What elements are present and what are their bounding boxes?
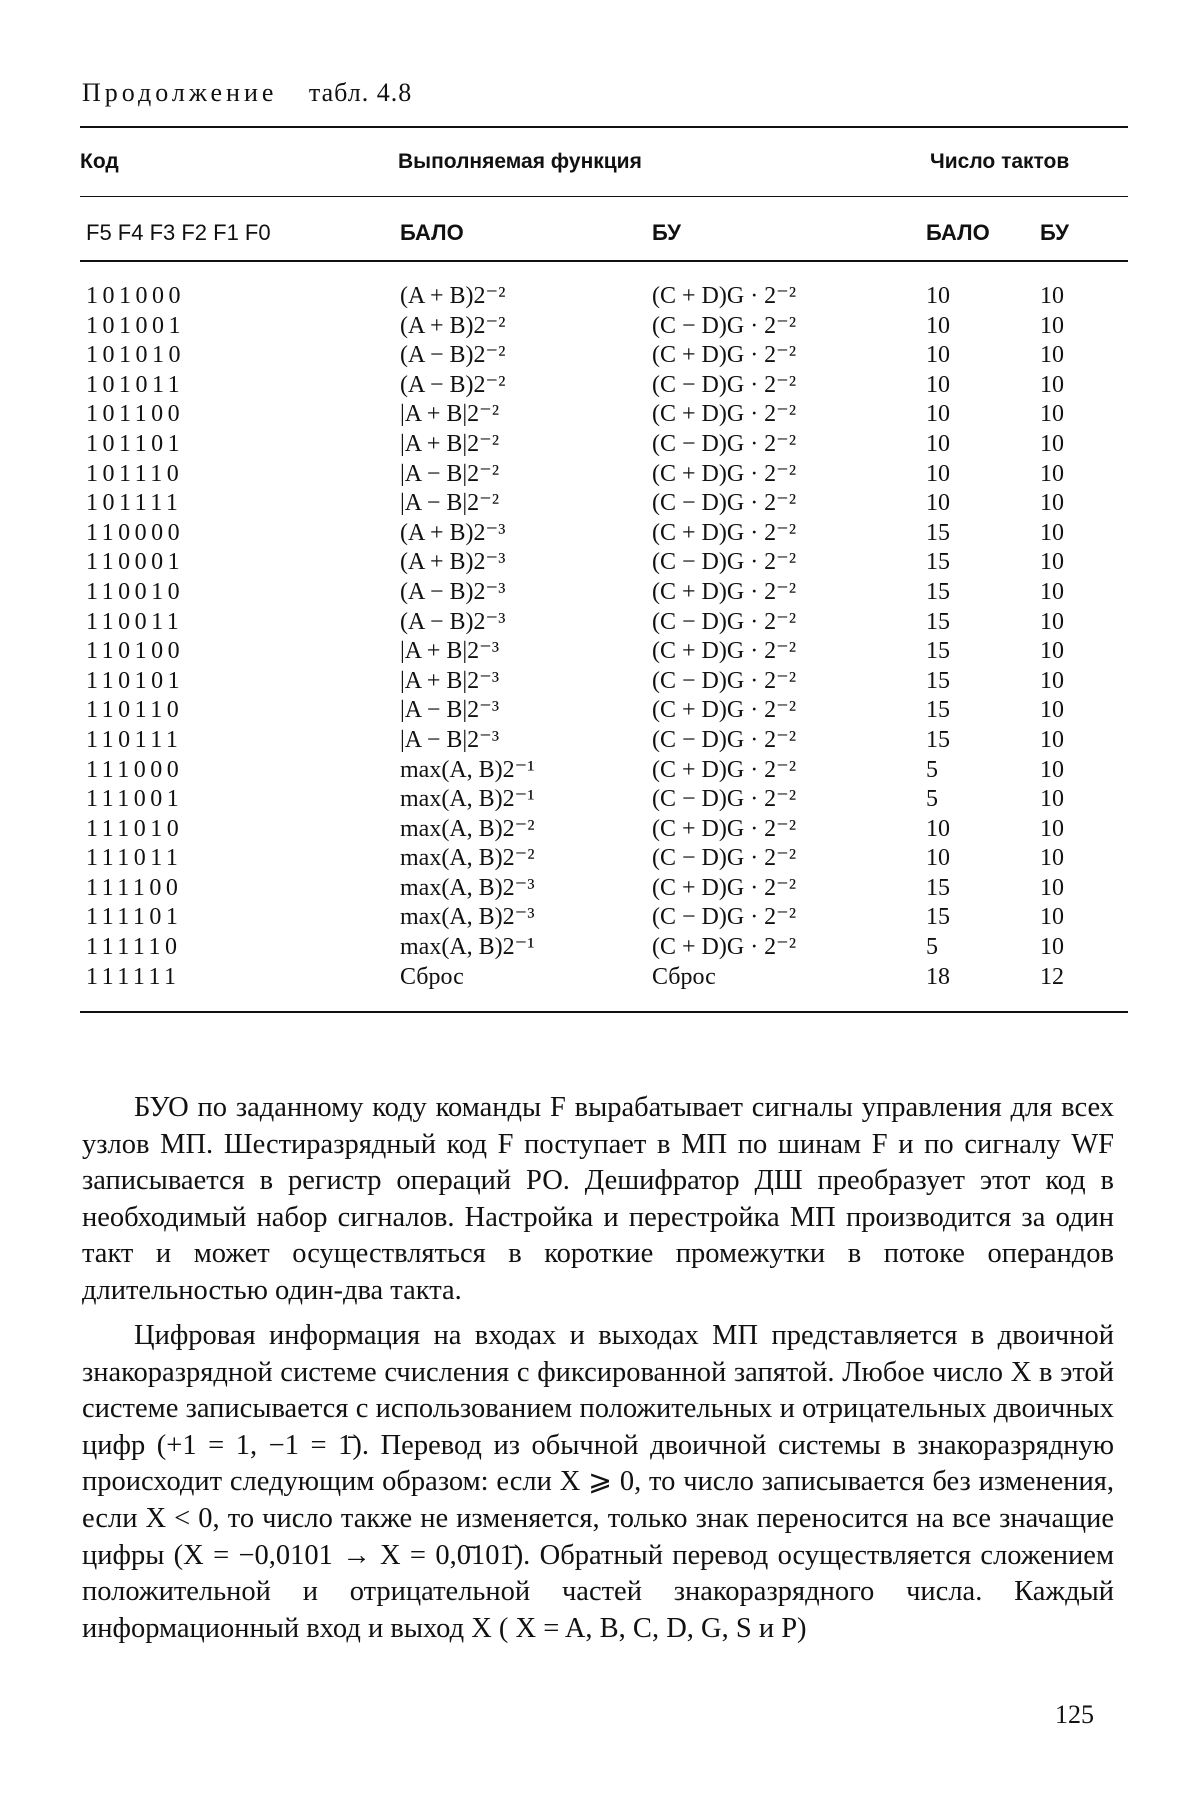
cell-bu-function: (C + D)G · 2⁻²	[652, 283, 797, 309]
cell-cycles-balo: 18	[926, 963, 950, 990]
caption-table-ref: табл. 4.8	[308, 78, 413, 107]
cell-cycles-bu: 10	[1040, 904, 1064, 931]
cell-bu-function: (C + D)G · 2⁻²	[652, 934, 797, 961]
cell-balo-function: |A + B|2⁻²	[400, 401, 500, 428]
cell-code: 111111	[86, 963, 181, 990]
cell-bu-function: (C − D)G · 2⁻²	[652, 904, 797, 931]
body-text	[82, 0, 1114, 1805]
cell-balo-function: Сброс	[400, 963, 464, 990]
cell-code: 110111	[86, 726, 183, 753]
cell-balo-function: |A + B|2⁻³	[400, 667, 500, 694]
cell-balo-function: (A − B)2⁻²	[400, 371, 506, 398]
cell-code: 110101	[86, 667, 185, 694]
cell-balo-function: (A + B)2⁻³	[400, 519, 506, 546]
cell-balo-function: |A − B|2⁻²	[400, 460, 500, 487]
cell-cycles-balo: 10	[926, 845, 950, 872]
cell-cycles-bu: 12	[1040, 963, 1064, 990]
subheader-cycles-bu: БУ	[1040, 220, 1069, 245]
header-code: Код	[80, 150, 119, 173]
cell-cycles-balo: 10	[926, 283, 950, 309]
cell-cycles-balo: 10	[926, 342, 950, 369]
cell-bu-function: (C + D)G · 2⁻²	[652, 460, 797, 487]
cell-cycles-bu: 10	[1040, 401, 1064, 428]
cell-code: 110010	[86, 578, 185, 605]
cell-code: 111101	[86, 904, 183, 931]
cell-cycles-balo: 15	[926, 874, 950, 901]
cell-balo-function: max(A, B)2⁻²	[400, 845, 535, 872]
cell-bu-function: (C + D)G · 2⁻²	[652, 401, 797, 428]
cell-cycles-balo: 15	[926, 519, 950, 546]
cell-cycles-balo: 15	[926, 608, 950, 635]
cell-code: 110011	[86, 608, 184, 635]
cell-cycles-balo: 10	[926, 815, 950, 842]
cell-balo-function: (A − B)2⁻³	[400, 608, 506, 635]
cell-code: 101001	[86, 312, 185, 339]
cell-cycles-bu: 10	[1040, 312, 1064, 339]
cell-bu-function: (C + D)G · 2⁻²	[652, 519, 797, 546]
cell-cycles-bu: 10	[1040, 490, 1064, 517]
cell-bu-function: (C − D)G · 2⁻²	[652, 430, 797, 457]
cell-cycles-bu: 10	[1040, 697, 1064, 724]
cell-code: 111011	[86, 845, 183, 872]
cell-cycles-balo: 15	[926, 726, 950, 753]
cell-code: 110100	[86, 638, 185, 665]
cell-cycles-balo: 10	[926, 312, 950, 339]
cell-bu-function: (C + D)G · 2⁻²	[652, 697, 797, 724]
cell-cycles-bu: 10	[1040, 638, 1064, 665]
cell-cycles-bu: 10	[1040, 519, 1064, 546]
cell-balo-function: |A − B|2⁻³	[400, 726, 500, 753]
cell-bu-function: (C + D)G · 2⁻²	[652, 342, 797, 369]
cell-cycles-bu: 10	[1040, 756, 1064, 783]
cell-balo-function: (A − B)2⁻²	[400, 342, 506, 369]
cell-bu-function: (C − D)G · 2⁻²	[652, 608, 797, 635]
cell-cycles-balo: 10	[926, 490, 950, 517]
cell-bu-function: Сброс	[652, 963, 716, 990]
page-number: 125	[1055, 1700, 1094, 1729]
cell-balo-function: max(A, B)2⁻³	[400, 904, 535, 931]
cell-balo-function: max(A, B)2⁻²	[400, 815, 535, 842]
cell-balo-function: |A + B|2⁻³	[400, 638, 500, 665]
cell-balo-function: max(A, B)2⁻¹	[400, 756, 535, 783]
cell-cycles-balo: 10	[926, 460, 950, 487]
cell-balo-function: (A − B)2⁻³	[400, 578, 506, 605]
cell-cycles-bu: 10	[1040, 608, 1064, 635]
subheader-code-bits: F5 F4 F3 F2 F1 F0	[86, 220, 271, 245]
cell-cycles-bu: 10	[1040, 815, 1064, 842]
cell-cycles-balo: 15	[926, 549, 950, 576]
cell-cycles-balo: 10	[926, 430, 950, 457]
cell-bu-function: (C − D)G · 2⁻²	[652, 549, 797, 576]
cell-cycles-bu: 10	[1040, 874, 1064, 901]
cell-code: 101011	[86, 371, 185, 398]
cell-balo-function: (A + B)2⁻²	[400, 312, 506, 339]
cell-bu-function: (C − D)G · 2⁻²	[652, 726, 797, 753]
cell-cycles-bu: 10	[1040, 845, 1064, 872]
cell-cycles-bu: 10	[1040, 578, 1064, 605]
cell-balo-function: (A + B)2⁻³	[400, 549, 506, 576]
cell-bu-function: (C + D)G · 2⁻²	[652, 578, 797, 605]
cell-balo-function: |A − B|2⁻³	[400, 697, 500, 724]
cell-code: 101110	[86, 460, 184, 487]
cell-cycles-balo: 15	[926, 578, 950, 605]
cell-cycles-bu: 10	[1040, 726, 1064, 753]
cell-cycles-balo: 15	[926, 697, 950, 724]
caption-prefix: Продолжение	[82, 78, 278, 107]
cell-code: 101010	[86, 342, 185, 369]
subheader-cycles-balo: БАЛО	[926, 220, 990, 245]
cell-code: 101111	[86, 490, 183, 517]
cell-code: 101100	[86, 401, 185, 428]
cell-cycles-bu: 10	[1040, 667, 1064, 694]
cell-bu-function: (C − D)G · 2⁻²	[652, 667, 797, 694]
cell-cycles-balo: 5	[926, 934, 938, 961]
cell-code: 111010	[86, 815, 184, 842]
cell-code: 111100	[86, 874, 183, 901]
cell-code: 110000	[86, 519, 185, 546]
cell-cycles-bu: 10	[1040, 460, 1064, 487]
cell-balo-function: max(A, B)2⁻¹	[400, 786, 535, 813]
cell-code: 110001	[86, 549, 185, 576]
cell-balo-function: (A + B)2⁻²	[400, 283, 506, 309]
cell-bu-function: (C + D)G · 2⁻²	[652, 815, 797, 842]
cell-cycles-bu: 10	[1040, 371, 1064, 398]
cell-code: 111000	[86, 756, 184, 783]
cell-code: 111001	[86, 786, 184, 813]
cell-balo-function: |A + B|2⁻²	[400, 430, 500, 457]
cell-cycles-balo: 5	[926, 786, 938, 813]
cell-cycles-bu: 10	[1040, 786, 1064, 813]
cell-balo-function: max(A, B)2⁻¹	[400, 934, 535, 961]
cell-bu-function: (C + D)G · 2⁻²	[652, 638, 797, 665]
paragraph-1: БУО по заданному коду команды F вырабатывает сигналы управления для всех узлов МП. Шестиразрядный код F поступает в МП по шинам F и по сигналу WF записывается в регистр операций РО. Дешифратор ДШ преобразует этот код в необходимый набор сигналов. Настройка и перестройка МП производится за один такт и может осуществляться в короткие промежутки в потоке операндов длительностью один-два такта.	[82, 1092, 1114, 1306]
cell-cycles-balo: 15	[926, 638, 950, 665]
cell-bu-function: (C − D)G · 2⁻²	[652, 371, 797, 398]
cell-cycles-balo: 10	[926, 371, 950, 398]
cell-bu-function: (C − D)G · 2⁻²	[652, 845, 797, 872]
subheader-balo: БАЛО	[400, 220, 464, 245]
cell-cycles-bu: 10	[1040, 430, 1064, 457]
cell-cycles-balo: 5	[926, 756, 938, 783]
cell-cycles-balo: 15	[926, 667, 950, 694]
cell-code: 101000	[86, 283, 185, 309]
cell-code: 110110	[86, 697, 184, 724]
cell-cycles-balo: 15	[926, 904, 950, 931]
cell-cycles-bu: 10	[1040, 283, 1064, 309]
cell-bu-function: (C − D)G · 2⁻²	[652, 490, 797, 517]
cell-code: 101101	[86, 430, 185, 457]
cell-cycles-bu: 10	[1040, 934, 1064, 961]
cell-bu-function: (C + D)G · 2⁻²	[652, 874, 797, 901]
header-function: Выполняемая функция	[398, 150, 642, 173]
cell-cycles-bu: 10	[1040, 549, 1064, 576]
cell-bu-function: (C + D)G · 2⁻²	[652, 756, 797, 783]
paragraph-2: Цифровая информация на входах и выходах МП представляется в двоичной знакоразрядной системе счисления с фиксированной запятой. Любое число X в этой системе записывается с использованием положительных и отрицательных двоичных цифр (+1 = 1, −1 = 1̄). Перевод из обычной двоичной системы в знакоразрядную происходит следующим образом: если X ⩾ 0, то число записывается без изменения, если X < 0, то число также не изменяется, только знак переносится на все значащие цифры (X = −0,0101 → X = 0,0̄101̄). Обратный перевод осуществляется сложением положительной и отрицательной частей знакоразрядного числа. Каждый информационный вход и выход X ( X = A, B, C, D, G, S и P)	[82, 1320, 1114, 1644]
cell-cycles-balo: 10	[926, 401, 950, 428]
cell-code: 111110	[86, 934, 182, 961]
cell-bu-function: (C − D)G · 2⁻²	[652, 786, 797, 813]
cell-balo-function: max(A, B)2⁻³	[400, 874, 535, 901]
subheader-bu: БУ	[652, 220, 681, 245]
cell-balo-function: |A − B|2⁻²	[400, 490, 500, 517]
header-cycles: Число тактов	[930, 150, 1070, 173]
cell-cycles-bu: 10	[1040, 342, 1064, 369]
cell-bu-function: (C − D)G · 2⁻²	[652, 312, 797, 339]
